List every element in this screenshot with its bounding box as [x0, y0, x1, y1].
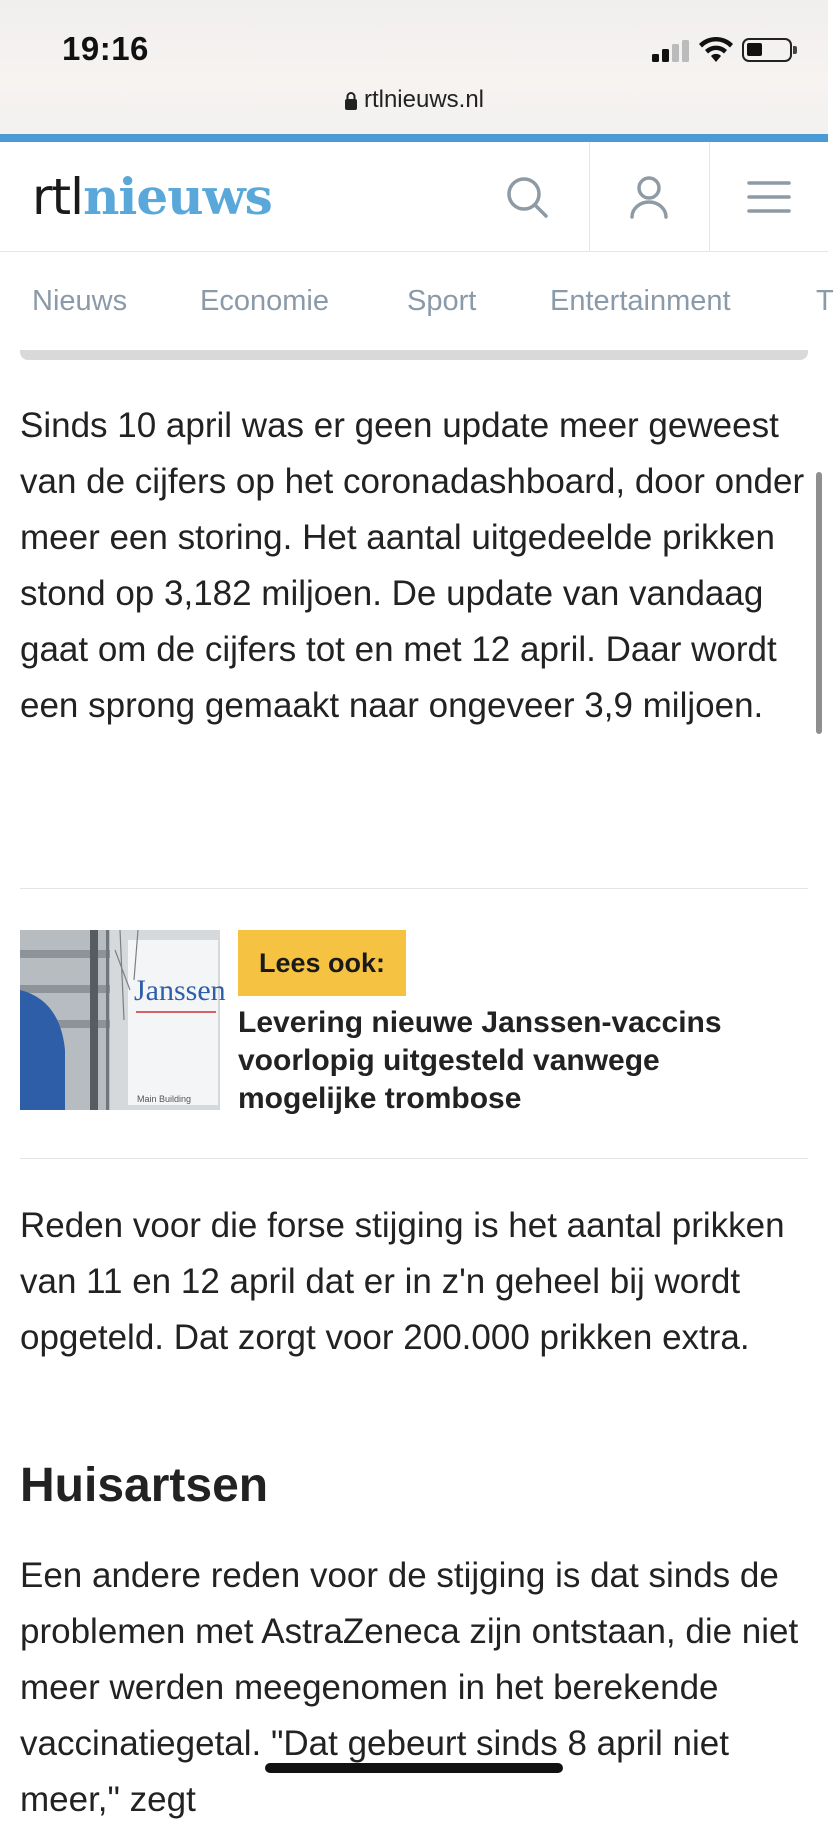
article-paragraph: Sinds 10 april was er geen update meer geweest van de cijfers op het coronadashboard, door onder meer een storing. Het aantal uitgedeelde prikken stond op 3,182 miljoen. De update van vandaag gaat om de cijfers tot en met 12 april. Daar wordt een sprong gemaakt naar ongeveer 3,9 miljoen.: [20, 406, 805, 725]
battery-icon: [742, 38, 792, 62]
account-button[interactable]: [589, 142, 707, 252]
search-icon: [505, 175, 549, 219]
status-bar: [0, 0, 828, 136]
signal-icon: [652, 40, 690, 62]
home-indicator[interactable]: [265, 1763, 563, 1773]
read-also-card[interactable]: [20, 930, 808, 1120]
logo-nieuws: nieuws: [83, 167, 272, 226]
read-also-title[interactable]: Levering nieuwe Janssen-vaccins voorlopig uitgesteld vanwege mogelijke trombose: [238, 1006, 722, 1115]
divider: [20, 1158, 808, 1159]
tab-truncated[interactable]: T: [816, 285, 834, 317]
wifi-icon: [698, 36, 734, 64]
url-bar[interactable]: [0, 86, 828, 114]
status-time: 19:16: [62, 30, 149, 67]
site-header: [0, 142, 828, 252]
scrollbar[interactable]: [816, 472, 822, 734]
search-button[interactable]: [468, 142, 586, 252]
logo-rtl: rtl: [32, 168, 84, 226]
lock-icon: [344, 91, 358, 111]
tab-entertainment[interactable]: Entertainment: [550, 285, 731, 317]
thumb-brand-text: Janssen: [134, 974, 226, 1007]
thumb-sign-text: Main Building: [137, 1094, 192, 1104]
tab-economie[interactable]: Economie: [200, 285, 329, 317]
read-also-badge: Lees ook:: [238, 930, 406, 996]
tab-sport[interactable]: Sport: [407, 285, 477, 317]
menu-button[interactable]: [709, 142, 827, 252]
section-nav: [0, 253, 834, 353]
site-logo[interactable]: [32, 167, 272, 226]
url-text: rtlnieuws.nl: [363, 86, 485, 113]
accent-bar: [0, 134, 828, 142]
section-heading: Huisartsen: [20, 1459, 269, 1512]
menu-icon: [748, 180, 790, 214]
janssen-building-image: [20, 930, 226, 1110]
read-also-thumbnail[interactable]: [20, 930, 226, 1110]
nav-shadow: [20, 350, 808, 360]
article-paragraph: Reden voor die forse stijging is het aantal prikken van 11 en 12 april dat er in z'n geheel bij wordt opgeteld. Dat zorgt voor 200.000 prikken extra.: [20, 1206, 785, 1357]
divider: [20, 888, 808, 889]
article-paragraph: Een andere reden voor de stijging is dat sinds de problemen met AstraZeneca zijn ontstaan, die niet meer werden meegenomen in het berekende vaccinatiegetal. "Dat gebeurt sinds 8 april niet meer," zegt: [20, 1556, 799, 1819]
user-icon: [629, 175, 669, 219]
tab-nieuws[interactable]: Nieuws: [32, 285, 128, 317]
